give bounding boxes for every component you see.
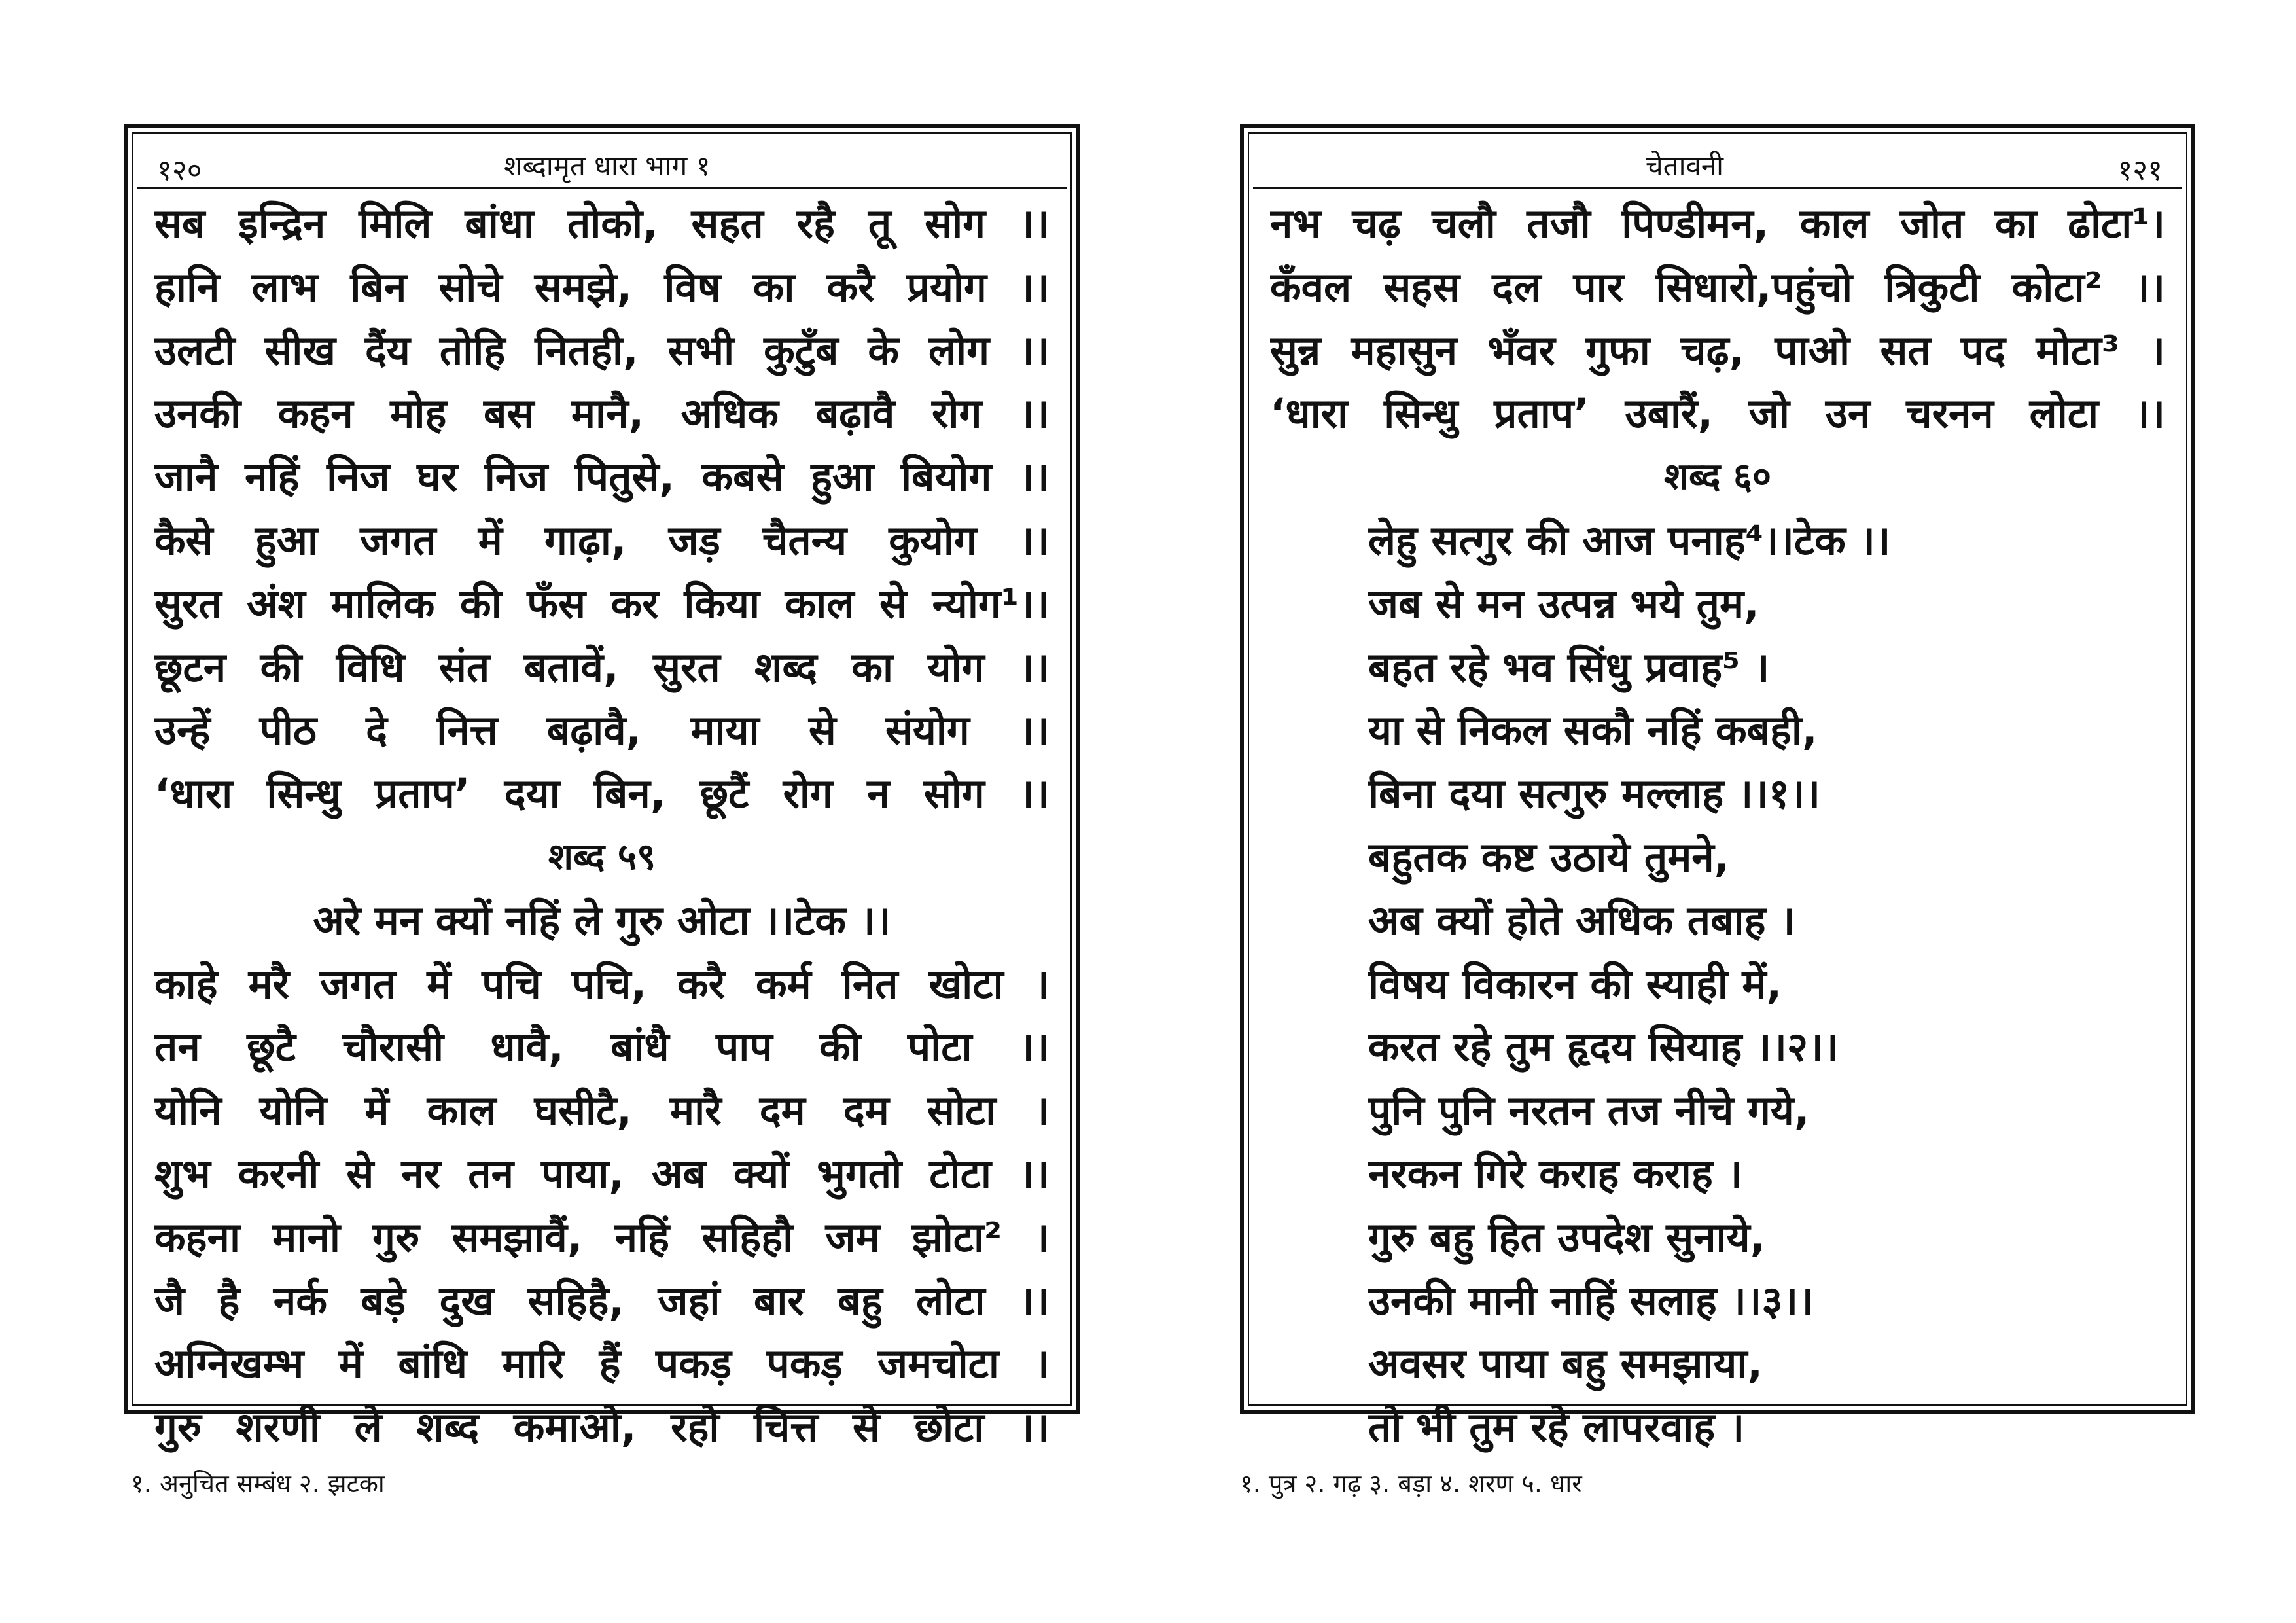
verse-line: सुन्न महासुन भँवर गुफा चढ़, पाओ सत पद मोटा³ ।	[1270, 326, 2165, 374]
verse-line: पुनि पुनि नरतन तज नीचे गये,	[1368, 1086, 1810, 1135]
verse-line: उन्हें पीठ दे नित्त बढ़ावै, माया से संयोग ।।	[154, 706, 1050, 755]
right-page-body	[1270, 192, 2165, 1459]
verse-line: बहुतक कष्ट उठाये तुमने,	[1368, 832, 1730, 881]
verse-line: अग्निखम्भ में बांधि मारि हैं पकड़ पकड़ जमचोटा ।	[154, 1340, 1050, 1388]
verse-line: बिना दया सत्गुरु मल्लाह ।।१।।	[1368, 770, 1821, 818]
verse-line: नरकन गिरे कराह कराह ।	[1368, 1149, 1742, 1198]
right-page-number: १२१	[2117, 154, 2163, 187]
shabd-heading: शब्द ५९	[548, 835, 656, 878]
verse-line: अवसर पाया बहु समझाया,	[1368, 1340, 1763, 1388]
verse-line: उनकी कहन मोह बस मानै, अधिक बढ़ावै रोग ।।	[154, 389, 1050, 438]
verse-line: बहत रहे भव सिंधु प्रवाह⁵ ।	[1368, 643, 1770, 691]
verse-line: जानै नहिं निज घर निज पितुसे, कबसे हुआ बियोग ।।	[154, 453, 1050, 501]
verse-line: ‘धारा सिन्धु प्रताप’ दया बिन, छूटैं रोग न सोग ।।	[154, 770, 1050, 818]
right-page-footnote: १. पुत्र २. गढ़ ३. बड़ा ४. शरण ५. धार	[1240, 1469, 1582, 1498]
right-page-header-title: चेतावनी	[1646, 150, 1724, 182]
verse-line: अब क्यों होते अधिक तबाह ।	[1368, 896, 1795, 944]
verse-line: योनि योनि में काल घसीटै, मारै दम दम सोटा ।	[154, 1086, 1050, 1135]
verse-line: छूटन की विधि संत बतावें, सुरत शब्द का योग ।।	[154, 643, 1050, 691]
verse-line: गुरु शरणी ले शब्द कमाओ, रहो चित्त से छोटा ।।	[154, 1403, 1050, 1452]
verse-line: विषय विकारन की स्याही में,	[1368, 959, 1782, 1008]
verse-line: काहे मरै जगत में पचि पचि, करै कर्म नित खोटा ।	[154, 959, 1050, 1008]
verse-line: उलटी सीख दैंय तोहि नितही, सभी कुटुँब के लोग ।।	[154, 326, 1050, 374]
left-page-header	[137, 137, 1067, 189]
left-page-footnote: १. अनुचित सम्बंध २. झटका	[131, 1469, 385, 1498]
verse-line: जै है नर्क बड़े दुख सहिहै, जहां बार बहु लोटा ।।	[154, 1276, 1050, 1325]
right-page	[1240, 124, 2195, 1452]
verse-line: हानि लाभ बिन सोचे समझे, विष का करै प्रयोग ।।	[154, 262, 1050, 311]
verse-line: कँवल सहस दल पार सिधारो,पहुंचो त्रिकुटी कोटा² ।।	[1270, 262, 2165, 311]
tek-line: अरे मन क्यों नहिं ले गुरु ओटा ।।टेक ।।	[313, 896, 891, 944]
verse-line: कहना मानो गुरु समझावैं, नहिं सहिहौ जम झोटा² ।	[154, 1213, 1050, 1261]
verse-line: शुभ करनी से नर तन पाया, अब क्यों भुगतो टोटा ।।	[154, 1149, 1050, 1198]
left-page-number: १२०	[157, 154, 202, 187]
left-page-header-title: शब्दामृत धारा भाग १	[504, 150, 711, 182]
right-page-header	[1253, 137, 2182, 189]
left-page-body	[154, 192, 1050, 1459]
verse-line: उनकी मानी नाहिं सलाह ।।३।।	[1368, 1276, 1814, 1325]
verse-line: नभ चढ़ चलौ तजौ पिण्डीमन, काल जोत का ढोटा¹।	[1270, 200, 2165, 247]
verse-line: गुरु बहु हित उपदेश सुनाये,	[1368, 1213, 1766, 1261]
left-page	[124, 124, 1080, 1452]
verse-line: सुरत अंश मालिक की फँस कर किया काल से न्योग¹।।	[154, 579, 1050, 628]
verse-line: कैसे हुआ जगत में गाढ़ा, जड़ चैतन्य कुयोग ।।	[154, 516, 1050, 564]
verse-line: जब से मन उत्पन्न भये तुम,	[1368, 579, 1759, 628]
verse-line: सब इन्द्रिन मिलि बांधा तोको, सहत रहै तू सोग ।।	[154, 200, 1050, 247]
verse-line: तन छूटै चौरासी धावै, बांधै पाप की पोटा ।।	[154, 1023, 1050, 1071]
tek-line: लेहु सत्गुर की आज पनाह⁴।।टेक ।।	[1368, 516, 1891, 564]
verse-line: ‘धारा सिन्धु प्रताप’ उबारैं, जो उन चरनन लोटा ।।	[1270, 389, 2165, 438]
verse-line: करत रहे तुम हृदय सियाह ।।२।।	[1368, 1023, 1839, 1071]
verse-line: या से निकल सकौ नहिं कबही,	[1368, 706, 1818, 755]
shabd-heading: शब्द ६०	[1663, 455, 1772, 499]
verse-line: तो भी तुम रहे लापरवाह ।	[1368, 1403, 1745, 1452]
